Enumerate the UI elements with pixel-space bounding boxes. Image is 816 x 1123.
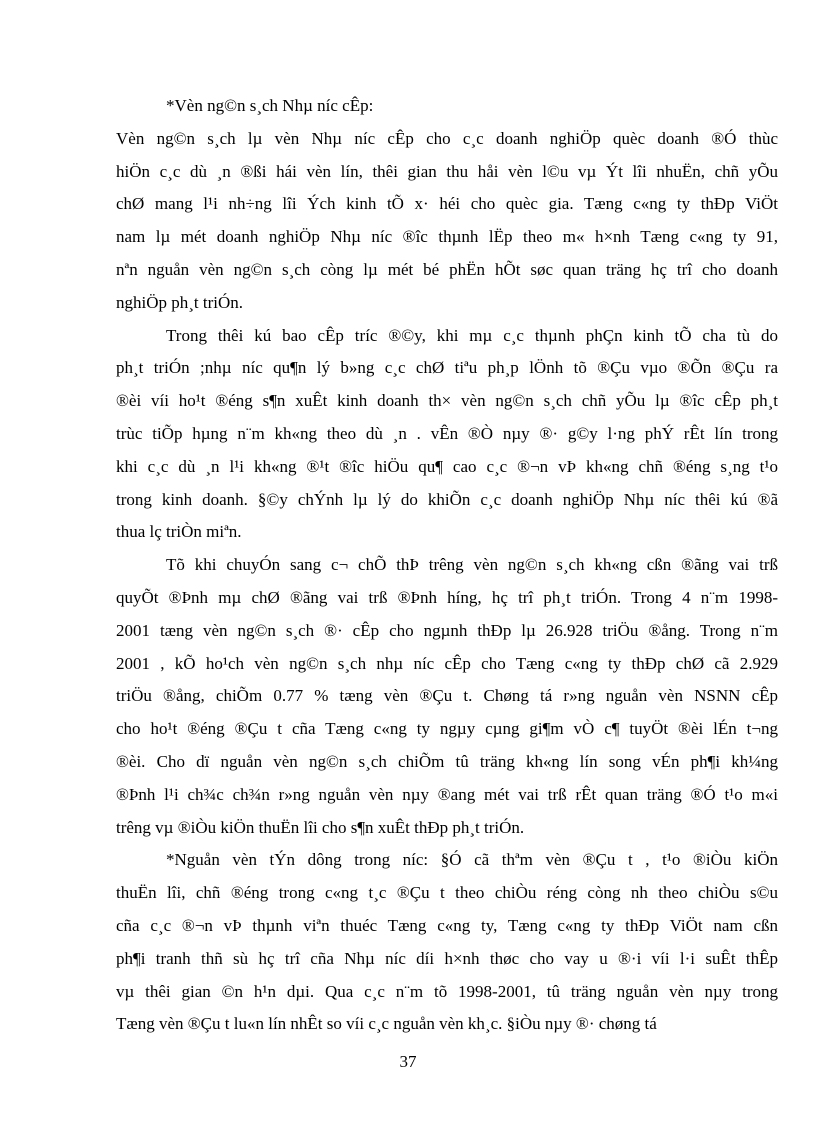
text-line: nªn nguån vèn ng©n s¸ch còng lµ mét bé phËn hÕt søc quan träng hç trî cho doanh: [116, 259, 778, 279]
text-line: cho ho¹t ®éng ®Çu t cña Tæng c«ng ty ngµy cµng gi¶m vÒ c¶ tuyÖt ®èi lÉn t¬ng: [116, 719, 778, 739]
paragraph: [116, 320, 778, 550]
page-number: 37: [399, 1052, 417, 1071]
text-line: 2001 tæng vèn ng©n s¸ch ®· cÊp cho ngµnh thÐp lµ 26.928 triÖu ®ång. Trong n¨m: [116, 620, 778, 640]
text-line: quyÕt ®Þnh mµ chØ ®ãng vai trß ®Þnh híng, hç trî ph¸t triÓn. Trong 4 n¨m 1998-: [116, 587, 778, 607]
text-line: trêng vµ ®iÒu kiÖn thuËn lîi cho s¶n xuÊt thÐp ph¸t triÓn.: [116, 817, 525, 837]
text-line: ®èi. Cho dï nguån vèn ng©n s¸ch chiÕm tû träng kh«ng lín song vÉn ph¶i kh¼ng: [116, 751, 778, 771]
text-line: ph¸t triÓn ;nhµ níc qu¶n lý b»ng c¸c chØ tiªu ph¸p lÖnh tõ ®Çu vµo ®Õn ®Çu ra: [116, 358, 778, 378]
text-line: khi c¸c dù ¸n l¹i kh«ng ®¹t ®îc hiÖu qu¶ cao c¸c ®¬n vÞ kh«ng chñ ®éng s¸ng t¹o: [116, 456, 778, 476]
text-line: nam lµ mét doanh nghiÖp Nhµ níc ®îc thµnh lËp theo m« h×nh Tæng c«ng ty 91,: [116, 227, 778, 247]
paragraph: [116, 844, 778, 1041]
paragraph: [116, 123, 778, 320]
text-line: Trong thêi kú bao cÊp tríc ®©y, khi mµ c¸c thµnh phÇn kinh tÕ cha tù do: [166, 325, 778, 345]
text-line: trùc tiÕp hµng n¨m kh«ng theo dù ¸n . vÊn ®Ò nµy ®· g©y l·ng phÝ rÊt lín trong: [116, 423, 778, 443]
text-line: vµ thêi gian ©n h¹n dµi. Qua c¸c n¨m tõ 1998-2001, tû träng nguån vèn nµy trong: [116, 981, 778, 1001]
body-text: [116, 90, 778, 1041]
text-line: thuËn lîi, chñ ®éng trong c«ng t¸c ®Çu t theo chiÒu réng còng nh theo chiÒu s©u: [116, 883, 778, 903]
text-line: Tæng vèn ®Çu t lu«n lín nhÊt so víi c¸c nguån vèn kh¸c. §iÒu nµy ®· chøng tá: [116, 1014, 657, 1034]
text-line: triÖu ®ång, chiÕm 0.77 % tæng vèn ®Çu t. Chøng tá r»ng nguån vèn NSNN cÊp: [116, 686, 778, 706]
text-line: hiÖn c¸c dù ¸n ®ßi hái vèn lín, thêi gian thu håi vèn l©u vµ Ýt lîi nhuËn, chñ yÕu: [116, 161, 778, 181]
text-line: nghiÖp ph¸t triÓn.: [116, 292, 244, 312]
text-line: trong kinh doanh. §©y chÝnh lµ lý do khiÕn c¸c doanh nghiÖp Nhµ níc thêi kú ®ã: [116, 489, 778, 509]
text-line: *Vèn ng©n s¸ch Nhµ níc cÊp:: [166, 96, 374, 115]
text-line: *Nguån vèn tÝn dông trong níc: §Ó cã thªm vèn ®Çu t , t¹o ®iÒu kiÖn: [166, 850, 778, 870]
text-line: thua lç triÒn miªn.: [116, 522, 242, 542]
text-line: ®èi víi ho¹t ®éng s¶n xuÊt kinh doanh th× vèn ng©n s¸ch chñ yÕu lµ ®îc cÊp ph¸t: [116, 391, 778, 411]
paragraph: [116, 90, 778, 123]
text-line: 2001 , kÕ ho¹ch vèn ng©n s¸ch nhµ níc cÊp cho Tæng c«ng ty thÐp chØ cã 2.929: [116, 653, 778, 673]
text-line: Vèn ng©n s¸ch lµ vèn Nhµ níc cÊp cho c¸c doanh nghiÖp quèc doanh ®Ó thùc: [116, 128, 778, 148]
text-line: ®Þnh l¹i ch¾c ch¾n r»ng nguån vèn nµy ®ang mét vai trß rÊt quan träng ®Ó t¹o m«i: [116, 784, 778, 804]
text-line: cña c¸c ®¬n vÞ thµnh viªn thuéc Tæng c«ng ty, Tæng c«ng ty thÐp ViÖt nam cßn: [116, 915, 778, 935]
text-line: ph¶i tranh thñ sù hç trî cña Nhµ níc díi h×nh thøc cho vay u ®·i víi l·i suÊt thÊp: [116, 948, 778, 968]
text-line: chØ mang l¹i nh÷ng lîi Ých kinh tÕ x· héi cho quèc gia. Tæng c«ng ty thÐp ViÖt: [116, 194, 778, 214]
text-line: Tõ khi chuyÓn sang c¬ chÕ thÞ trêng vèn ng©n s¸ch kh«ng cßn ®ãng vai trß: [166, 555, 778, 575]
paragraph: [116, 549, 778, 844]
